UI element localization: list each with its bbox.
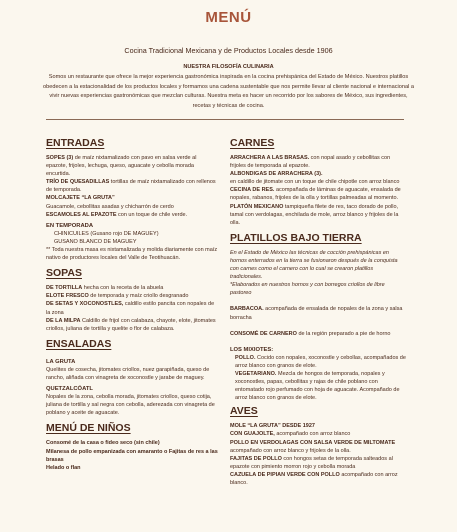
menu-item: GUSANO BLANCO DE MAGUEY (54, 238, 137, 245)
menu-item-desc: Quelites de cosecha, jitomates criollos, nuez garapiñada, queso de rancho, aliñada con vinagreta de xoconostle y jarabe de maguey. (46, 366, 210, 381)
section-heading-ninos: MENÚ DE NIÑOS (46, 422, 131, 435)
divider (46, 119, 404, 120)
menu-item: FAJITAS DE POLLO con hongos setas de temporada salteados al epazote con pimiento morron rojo y cebolla morada (230, 455, 393, 470)
section-intro: En el Estado de México las técnicas de cocción prehispánicas en hornos enterrados en la tierra se fusionaron después de la conquista con carnes como el carnero con lo cual se crearon platillos tradicionales. (230, 249, 398, 281)
menu-item: DE SETAS Y XOCONOSTLES, caldillo estilo pancita con nopales de la zona (46, 301, 215, 316)
left-column (46, 137, 218, 472)
menu-item-name: QUETZALCÓATL (46, 386, 93, 393)
subheading-mixiotes: LOS MIXIOTES: (230, 346, 274, 353)
philosophy-text: Somos un restaurante que ofrece la mejor experiencia gastronómica inspirada en la cocina prehispánica del Estado de México. Nuestros platillos obedecen a la estacionalidad de los productos locales y formamos una cadena sustentable que nos permite llevar al cliente nacional e internacional a vivir nuevas experiencias gastronómicas que mezclan culturas. Nuestra meta es hacer un recorrido por los sabores de México, sus ingredientes, recetas y técnicas de cocina. (43, 74, 414, 109)
menu-item: VEGETARIANO. Mezcla de hongos de temporada, nopales y xoconostles, papas, cebollitas y rajas de chile poblano con entomatado rojo perfumado con hoja de aguacate. Acompañado de arroz blanco con granos de elote. (235, 370, 400, 402)
menu-item: ARRACHERA A LAS BRASAS. con nopal asado y cebollitas con frijoles de temporada al epazote. (230, 155, 391, 170)
menu-item: ELOTE FRESCO de temporada y maíz criollo desgranado (46, 293, 189, 300)
menu-item: CON GUAJOLTE, acompañado con arroz blanco (230, 431, 351, 438)
menu-item-name: LA GRUTA (46, 358, 76, 365)
subheading-temporada: EN TEMPORADA (46, 222, 94, 229)
footnote: ** Toda nuestra masa es nixtamalizada y molida diariamente con maíz nativo de productores locales del Valle de Teotihuacán. (46, 247, 218, 262)
section-heading-entradas: ENTRADAS (46, 137, 105, 149)
page-title: MENÚ (205, 9, 252, 26)
menu-item: DE TORTILLA hecha con la receta de la abuela (46, 285, 164, 292)
menu-item-desc: Nopales de la zona, cebolla morada, jitomates criollos, queso cotija, juliana de tortilla y sal negra con cebolla, aderezada con vinagreta de poblano y aceite de aguacate. (46, 394, 215, 417)
section-note: *Elaborados en nuestros hornos y con borregos criollos de libre pastoreo (230, 282, 385, 297)
menu-item: CHINICUILES (Gusano rojo DE MAGUEY) (54, 230, 159, 237)
menu-item: Helado o flan (46, 464, 81, 471)
menu-item: POLLO EN VERDOLAGAS CON SALSA VERDE DE MILTOMATE acompañado con arroz blanco y frijoles de la olla. (230, 439, 396, 454)
menu-item: ALBONDIGAS DE ARRACHERA (3). (230, 171, 323, 178)
menu-item: PLATÓN MEXICANO tampiqueña filete de res, taco dorado de pollo, tamal con verdolagas, enchilada de mole, arroz blanco y frijoles de la olla. (230, 203, 399, 226)
menu-item: CECINA DE RES. acompañada de láminas de aguacate, ensalada de nopales, rabanos, frijoles de la olla y tortillas palmeadas al momento. (230, 187, 401, 202)
menu-item: CONSOMÉ DE CARNERO de la región preparado a pie de horno (230, 330, 391, 337)
menu-item: Milanesa de pollo empanizada con amaranto o Fajitas de res a las brasas (46, 448, 218, 463)
section-heading-sopas: SOPAS (46, 267, 82, 280)
menu-item: CAZUELA DE PIPIAN VERDE CON POLLO acompañado con arroz blanco. (230, 471, 398, 486)
menu-item: Consomé de la casa o fideo seco (sin chile) (46, 440, 160, 447)
menu-item: SOPES (3) de maíz nixtamalizado con pavo en salsa verde al epazote, frijoles, lechuga, queso, aguacate y cebolla morada encurtida. (46, 155, 197, 178)
menu-item: POLLO. Cocido con nopales, xoconostle y cebollas, acompañados de arroz blanco con granos de elote. (235, 354, 406, 369)
menu-item-desc: Guacamole, cebollitas asadas y chicharrón de cerdo (46, 203, 174, 210)
menu-item-desc: en caldillo de jitomate con un toque de chile chipotle con arroz blanco (230, 179, 400, 186)
menu-item: BARBACOA. acompañada de ensalada de nopales de la zona y salsa borracha (230, 306, 403, 321)
philosophy-heading: NUESTRA FILOSOFÍA CULINARIA (183, 64, 274, 70)
menu-item: TRÍO DE QUESADILLAS tortillas de maíz nixtamalizado con rellenos de temporada. (46, 179, 216, 194)
section-heading-platillos: PLATILLOS BAJO TIERRA (230, 231, 362, 244)
section-heading-ensaladas: ENSALADAS (46, 337, 112, 350)
section-heading-carnes: CARNES (230, 137, 275, 149)
page-subtitle: Cocina Tradicional Mexicana y de Productos Locales desde 1906 (124, 46, 333, 55)
menu-item: MOLE “LA GRUTA” DESDE 1927 (230, 423, 315, 430)
menu-item: ESCAMOLES AL EPAZOTE con un toque de chile verde. (46, 211, 188, 218)
right-column (230, 137, 406, 487)
menu-item: MOLCAJETE “LA GRUTA” (46, 195, 115, 202)
section-heading-aves: AVES (230, 405, 258, 418)
menu-item: DE LA MILPA Caldillo de frijol con calabaza, chayote, elote, jitomates criollos, juliana de tortilla y quelite o flor de calabaza. (46, 317, 216, 332)
